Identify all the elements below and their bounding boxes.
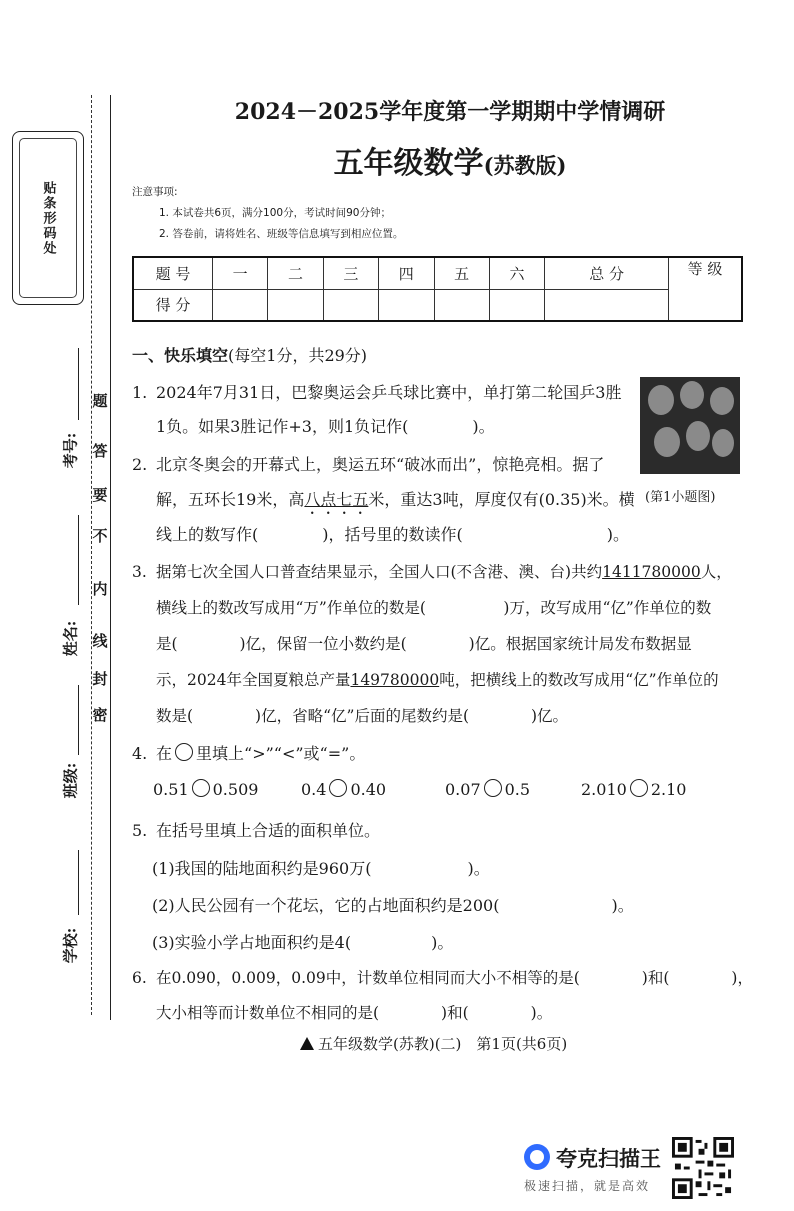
circle-icon [175, 743, 193, 761]
question-1-line2: 1负。如果3胜记作+3，则1负记作( )。 [156, 417, 495, 436]
barcode-area [12, 131, 84, 305]
school-field[interactable] [78, 850, 79, 915]
name-field[interactable] [78, 515, 79, 605]
edition-label: (苏教版) [483, 153, 567, 178]
underlined-number: 八点七五 [304, 490, 369, 509]
comparison-item: 0.07 0.5 [445, 780, 531, 799]
answer-circle[interactable] [484, 779, 502, 797]
comparison-item: 0.51 0.509 [153, 780, 259, 799]
question-number: 4. [132, 744, 148, 763]
scanner-logo-icon [524, 1144, 550, 1170]
barcode-label: 贴条形码处 [40, 180, 56, 256]
question-6-line2: 大小相等而计数单位不相同的是( )和( )。 [156, 1004, 553, 1022]
score-cell[interactable] [379, 289, 434, 321]
notice-heading: 注意事项: [132, 186, 178, 198]
exam-number-label: 考号: [61, 432, 80, 469]
barcode-area-inner [19, 138, 77, 298]
exam-title: 2024－2025学年度第一学期期中学情调研 [234, 99, 666, 125]
question-3: 3. 据第七次全国人口普查结果显示，全国人口(不含港、澳、台)共约1411780000人， [132, 563, 732, 581]
score-cell[interactable] [213, 289, 268, 321]
binding-solid-line [110, 95, 111, 1020]
score-header-cell: 二 [268, 257, 323, 289]
page-footer: 五年级数学(苏教)(二) 第1页(共6页) [300, 1033, 567, 1054]
notice-item: 1. 本试卷共6页，满分100分，考试时间90分钟； [159, 207, 391, 219]
comparison-item: 0.4 0.40 [301, 780, 387, 799]
seal-char: 要 [92, 486, 108, 504]
subject-name: 五年级数学 [333, 146, 484, 181]
seal-char: 密 [92, 706, 108, 724]
question-3-line4: 示，2024年全国夏粮总产量149780000吨，把横线上的数改写成用“亿”作单位的 [156, 671, 719, 689]
question-5-sub: (1)我国的陆地面积约是960万( )。 [152, 859, 490, 878]
score-header-cell: 六 [489, 257, 544, 289]
question-5: 5. 在括号里填上合适的面积单位。 [132, 821, 381, 840]
score-header-cell: 总 分 [545, 257, 669, 289]
comparison-item: 2.010 2.10 [581, 780, 687, 799]
question-text: 2024年7月31日，巴黎奥运会乒乓球比赛中，单打第二轮国乒3胜 [156, 383, 622, 402]
scanner-brand: 夸克扫描王 [556, 1147, 661, 1171]
school-label: 学校: [61, 927, 80, 964]
score-cell[interactable] [545, 289, 669, 321]
publisher-logo-icon [300, 1037, 314, 1050]
question-number: 2. [132, 455, 148, 474]
seal-char: 内 [92, 580, 108, 598]
score-header-cell: 五 [434, 257, 489, 289]
score-table-header-row [133, 257, 742, 289]
underlined-number: 149780000 [350, 671, 440, 689]
score-table [132, 256, 743, 322]
figure-caption: (第1小题图) [645, 490, 716, 505]
question-text: 北京冬奥会的开幕式上，奥运五环“破冰而出”，惊艳亮相。据了 [156, 455, 605, 474]
question-1 [132, 380, 621, 403]
underlined-number: 1411780000 [602, 563, 701, 581]
score-cell[interactable] [323, 289, 378, 321]
answer-circle[interactable] [192, 779, 210, 797]
subject-title [130, 138, 770, 182]
question-6: 6. 在0.090，0.009，0.09中，计数单位相同而大小不相等的是( )和( )， [132, 969, 753, 987]
name-label: 姓名: [61, 620, 80, 657]
question-2-line2: 解，五环长19米，高八点七五米，重达3吨，厚度仅有(0.35)米。横 [156, 490, 635, 509]
score-header-cell-grade: 等 级 [669, 257, 743, 321]
score-header-cell: 四 [379, 257, 434, 289]
score-header-cell: 题 号 [133, 257, 213, 289]
score-cell[interactable] [434, 289, 489, 321]
question-number: 3. [132, 563, 147, 581]
seal-char: 封 [92, 670, 108, 688]
score-cell[interactable] [489, 289, 544, 321]
answer-circle[interactable] [329, 779, 347, 797]
question-5-sub: (2)人民公园有一个花坛，它的占地面积约是200( )。 [152, 896, 634, 915]
question-3-line2: 横线上的数改写成用“万”作单位的数是( )万，改写成用“亿”作单位的数 [156, 599, 712, 617]
seal-char: 题 [92, 392, 108, 410]
question-2-line3: 线上的数写作( )，括号里的数读作( )。 [156, 525, 629, 544]
class-label: 班级: [61, 762, 80, 799]
binding-dashed-line [91, 95, 92, 1015]
question-3-line5: 数是( )亿，省略“亿”后面的尾数约是( )亿。 [156, 707, 569, 725]
qr-code-icon [672, 1137, 734, 1199]
section-note: (每空1分，共29分) [228, 346, 368, 365]
exam-number-field[interactable] [78, 348, 79, 420]
score-header-cell: 一 [213, 257, 268, 289]
question-number: 6. [132, 969, 147, 987]
seal-char: 不 [92, 527, 108, 545]
score-table-score-row [133, 289, 742, 321]
question-4: 4. 在 里填上“>”“<”或“=”。 [132, 744, 366, 763]
comparison-row [153, 779, 713, 803]
question-2 [132, 452, 604, 475]
score-header-cell: 三 [323, 257, 378, 289]
question-number: 5. [132, 821, 148, 840]
seal-char: 答 [92, 442, 108, 460]
class-field[interactable] [78, 685, 79, 755]
answer-circle[interactable] [630, 779, 648, 797]
scanner-slogan: 极速扫描，就是高效 [524, 1179, 651, 1193]
score-row-label: 得 分 [133, 289, 213, 321]
score-cell[interactable] [268, 289, 323, 321]
question-5-sub: (3)实验小学占地面积约是4( )。 [152, 933, 454, 952]
section-title: 一、快乐填空(每空1分，共29分) [132, 346, 368, 365]
question-3-line3: 是( )亿，保留一位小数约是( )亿。根据国家统计局发布数据显 [156, 635, 692, 653]
question-number: 1. [132, 383, 148, 402]
seal-char: 线 [92, 632, 108, 650]
notice-item: 2. 答卷前，请将姓名、班级等信息填写到相应位置。 [159, 228, 404, 240]
athletes-photo [640, 377, 740, 474]
